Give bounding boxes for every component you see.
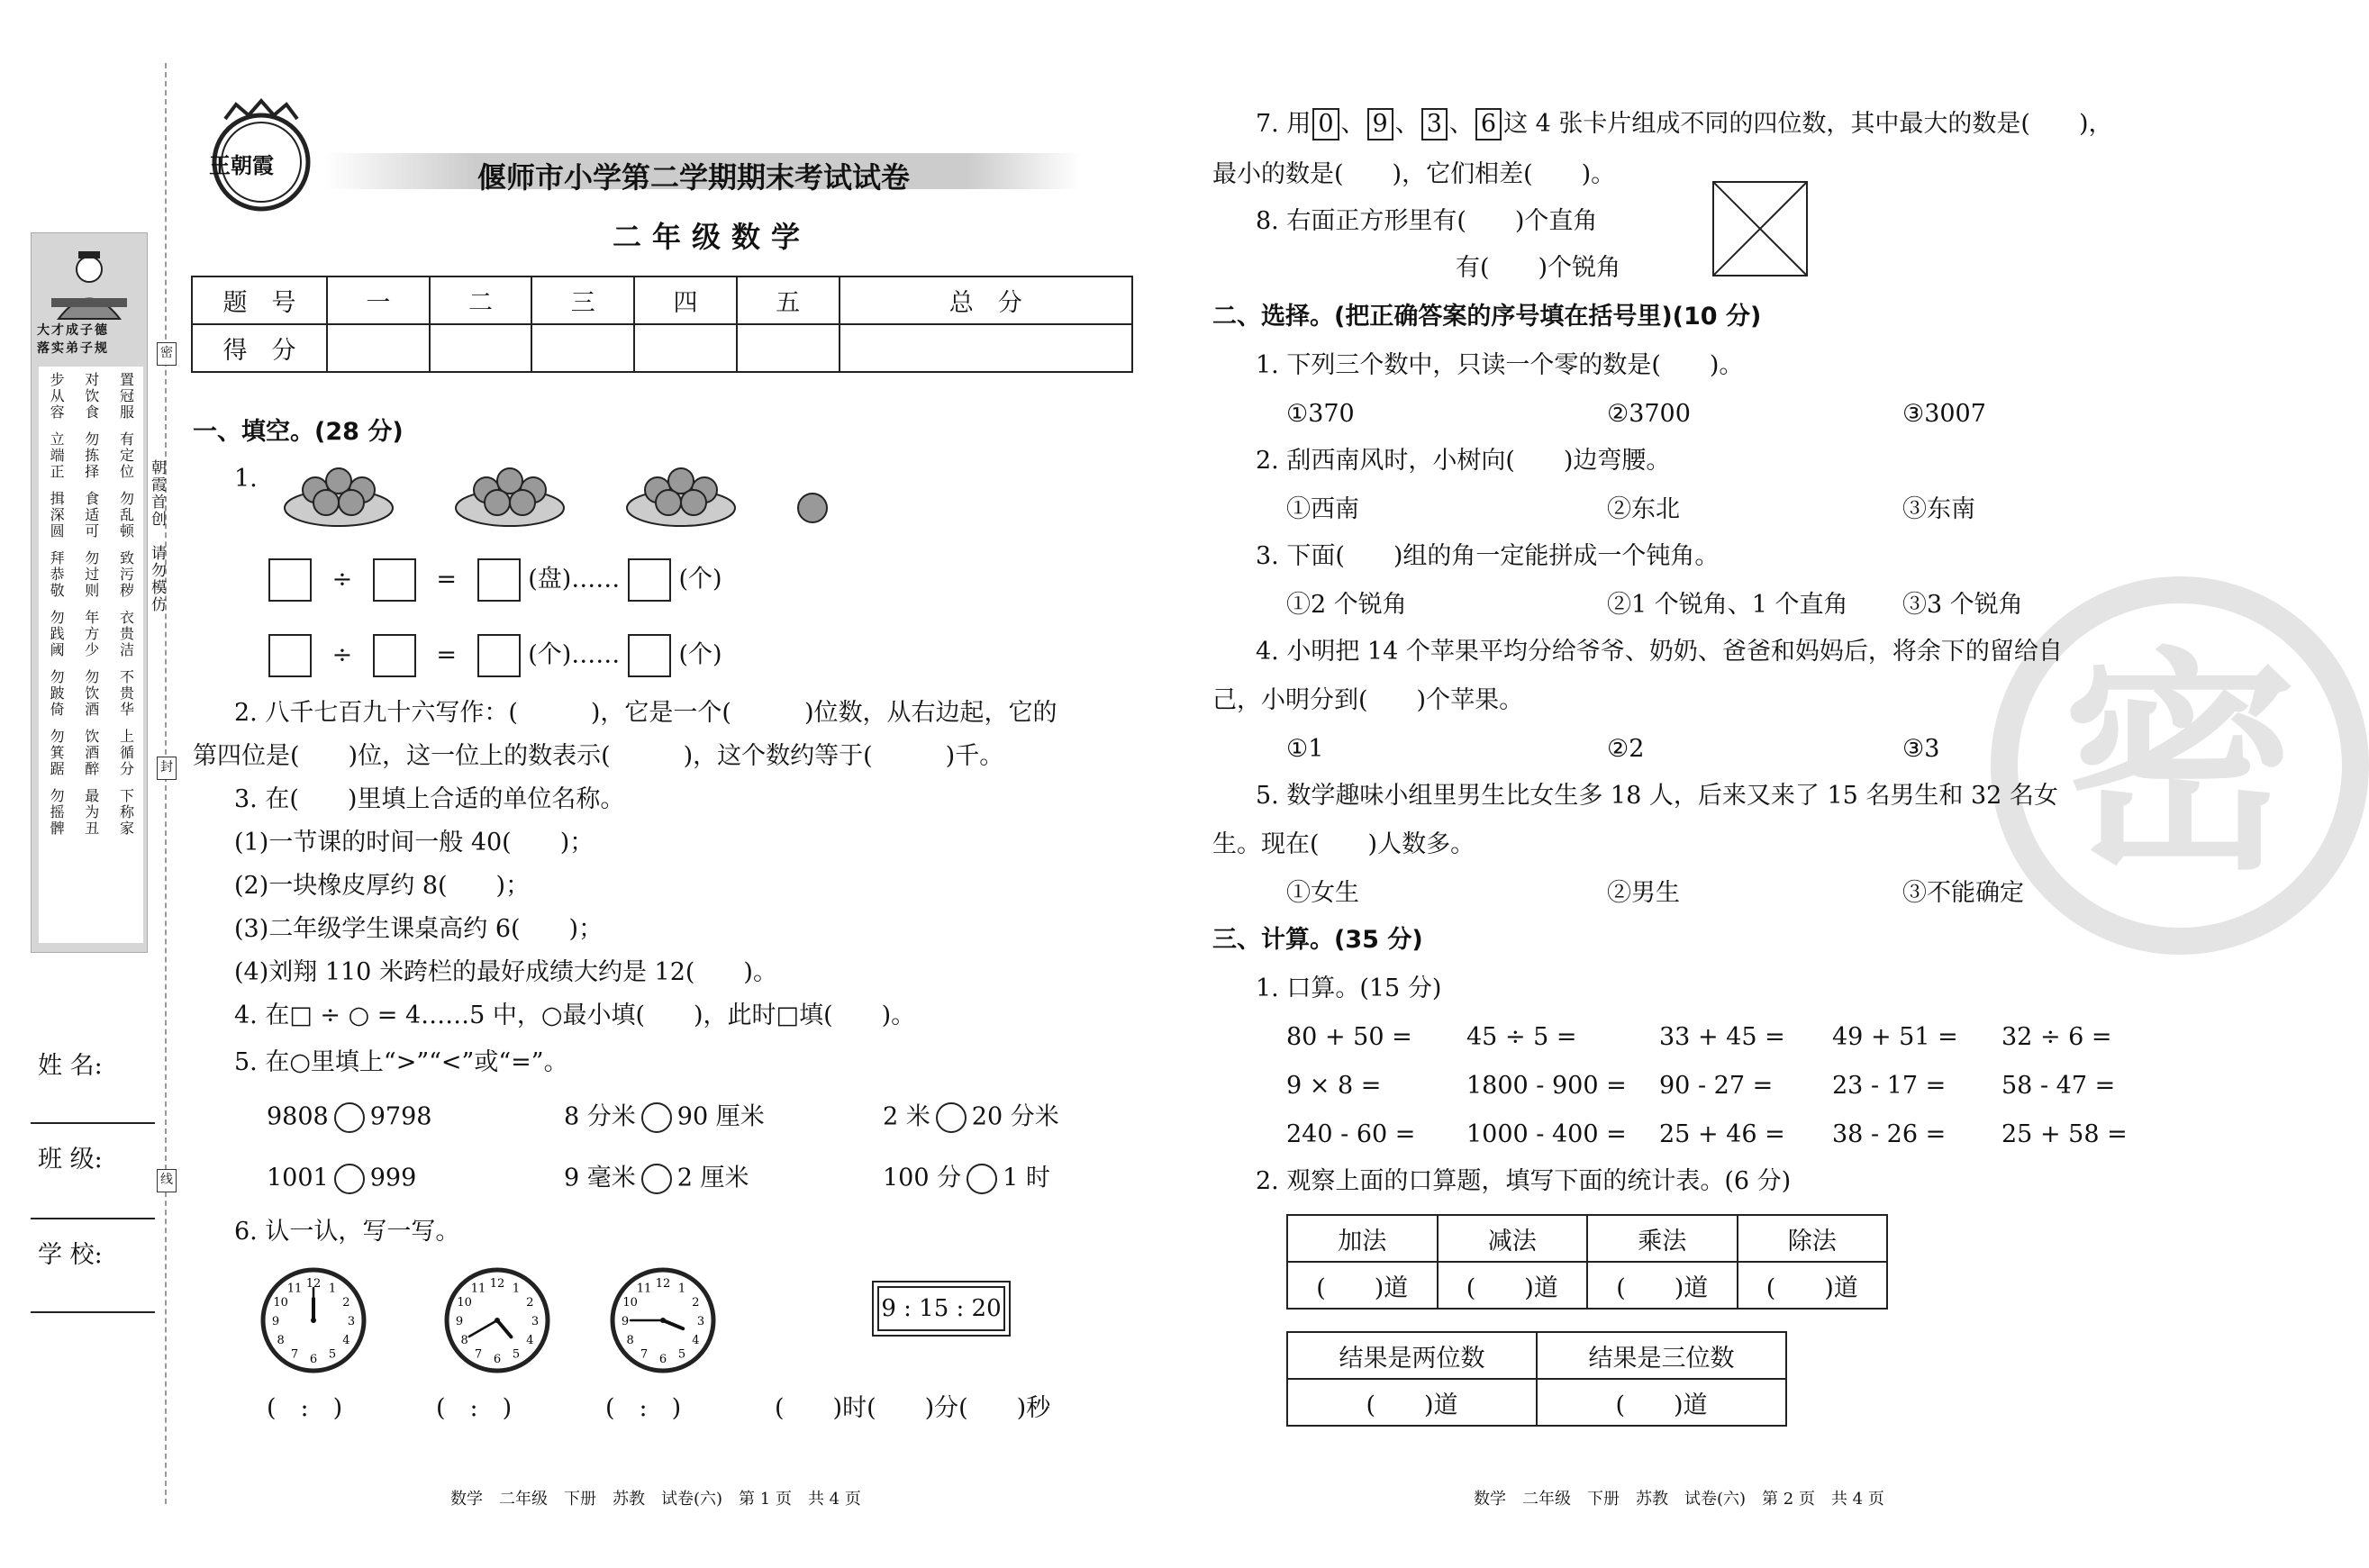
page-title: 偃师市小学第二学期期末考试试卷 xyxy=(477,160,911,195)
calc-item: 240 - 60 = xyxy=(1286,1120,1416,1148)
digital-clock-text: 9 : 15 : 20 xyxy=(877,1286,1005,1331)
apple-icon xyxy=(656,490,681,515)
q3-stem: 3. 在( )里填上合适的单位名称。 xyxy=(234,785,625,813)
sidebar-rule: 下称家 xyxy=(117,788,135,837)
plate-icon xyxy=(627,490,735,526)
compare-item xyxy=(564,1164,749,1194)
score-input[interactable] xyxy=(327,324,430,372)
compare-item xyxy=(267,1102,431,1133)
apple-icon xyxy=(339,490,364,515)
compare-left: 2 米 xyxy=(883,1102,930,1131)
clock-numeral: 3 xyxy=(531,1315,540,1328)
q3-item-1: (1)一节课的时间一般 40( )； xyxy=(234,829,595,857)
sidebar-rule: 年方少 xyxy=(82,610,100,658)
clock-numeral: 2 xyxy=(692,1296,700,1310)
clock-numeral: 7 xyxy=(290,1347,299,1362)
s2q2-stem: 2. 刮西南风时，小树向( )边弯腰。 xyxy=(1256,447,1671,475)
q1-number: 1. xyxy=(234,465,258,493)
sidebar-panel xyxy=(31,232,148,953)
class-label: 班 级: xyxy=(38,1146,103,1174)
clock-numeral: 10 xyxy=(273,1296,288,1310)
score-cell: 三 xyxy=(531,276,634,324)
option[interactable]: ②2 xyxy=(1607,735,1645,763)
s2q3-stem: 3. 下面( )组的角一定能拼成一个钝角。 xyxy=(1256,542,1720,570)
score-table xyxy=(191,276,1133,373)
sidebar-rule: 置冠服 xyxy=(117,372,135,421)
clock-numeral: 5 xyxy=(677,1347,686,1362)
dashed-cut-line xyxy=(165,63,167,1504)
clock-numeral: 8 xyxy=(277,1334,285,1347)
compare-right: 9798 xyxy=(369,1102,432,1131)
score-input[interactable] xyxy=(737,324,840,372)
q7-line-2: 最小的数是( )，它们相差( )。 xyxy=(1212,160,1616,188)
plate-icon xyxy=(285,490,393,526)
unit-text: (个) xyxy=(678,565,722,594)
digital-clock xyxy=(872,1281,1011,1337)
score-cell: 五 xyxy=(737,276,840,324)
calc-item: 45 ÷ 5 = xyxy=(1466,1023,1577,1051)
clock-answer-3[interactable]: ( : ) xyxy=(605,1394,682,1422)
sidebar-rule: 步从容 xyxy=(48,372,66,421)
option[interactable]: ①2 个锐角 xyxy=(1286,591,1407,619)
option[interactable]: ①西南 xyxy=(1286,495,1359,523)
q5-stem: 5. 在○里填上“>”“<”或“=”。 xyxy=(234,1048,568,1076)
sidebar-rule: 致污秽 xyxy=(117,550,135,599)
compare-circle[interactable] xyxy=(641,1164,672,1194)
sidebar-rule: 勿饮酒 xyxy=(82,669,100,718)
clock-numeral: 6 xyxy=(658,1353,667,1366)
clock-face-1 xyxy=(258,1264,369,1376)
section3-heading: 三、计算。(35 分) xyxy=(1212,926,1423,954)
answer-box[interactable] xyxy=(628,558,671,602)
compare-left: 9808 xyxy=(267,1102,329,1131)
clock-numeral: 2 xyxy=(526,1296,534,1310)
sidebar-rule: 食适可 xyxy=(82,491,100,539)
clock-numeral: 4 xyxy=(526,1334,534,1347)
apple-icon xyxy=(313,490,339,515)
option[interactable]: ②1 个锐角、1 个直角 xyxy=(1607,591,1848,619)
compare-right: 1 时 xyxy=(1003,1164,1050,1192)
apple-icon xyxy=(485,490,510,515)
number-card: 9 xyxy=(1367,108,1393,140)
calc-item: 38 - 26 = xyxy=(1832,1120,1947,1148)
compare-left: 1001 xyxy=(267,1164,329,1192)
divide-sign: ÷ xyxy=(331,565,353,594)
scholar-figure-icon xyxy=(32,242,147,323)
s2q5-line-2: 生。现在( )人数多。 xyxy=(1212,830,1475,858)
q7-tail: 这 4 张卡片组成不同的四位数，其中最大的数是( )， xyxy=(1503,110,2113,138)
calc-item: 1000 - 400 = xyxy=(1466,1120,1627,1148)
clock-numeral: 7 xyxy=(640,1347,649,1362)
s2q4-line-1: 4. 小明把 14 个苹果平均分给爷爷、奶奶、爸爸和妈妈后，将余下的留给自 xyxy=(1256,638,2063,666)
q4-text: 4. 在□ ÷ ○ = 4……5 中，○最小填( )，此时□填( )。 xyxy=(234,1002,916,1029)
sidebar-rule: 勿践阈 xyxy=(48,610,66,658)
q7-line-1: 7. 用 0 、 9 、 3 、 6 这 4 张卡片组成不同的四位数，其中最大的数是( )， xyxy=(1256,108,2113,140)
stats-answer-cell[interactable]: ( )道 xyxy=(1537,1379,1786,1426)
option[interactable]: ③东南 xyxy=(1902,495,1975,523)
clock-numeral: 5 xyxy=(512,1347,521,1362)
compare-right: 999 xyxy=(369,1164,417,1192)
s3q1-stem: 1. 口算。(15 分) xyxy=(1256,974,1442,1002)
footer-right: 数学 二年级 下册 苏教 试卷(六) 第 2 页 共 4 页 xyxy=(1474,1490,1884,1509)
section2-heading: 二、选择。(把正确答案的序号填在括号里)(10 分) xyxy=(1212,303,1762,331)
stats-answer-cell[interactable]: ( )道 xyxy=(1738,1262,1888,1309)
stats-table-1 xyxy=(1286,1214,1888,1310)
option[interactable]: ②东北 xyxy=(1607,495,1680,523)
stats-header: 结果是两位数 xyxy=(1287,1332,1537,1379)
compare-circle[interactable] xyxy=(334,1164,365,1194)
answer-box[interactable] xyxy=(373,634,416,677)
clock-numeral: 10 xyxy=(457,1296,472,1310)
clock-numeral: 10 xyxy=(622,1296,638,1310)
sidebar-rule: 勿跛倚 xyxy=(48,669,66,718)
clock-numeral: 11 xyxy=(286,1282,303,1296)
clock-numeral: 9 xyxy=(455,1315,464,1328)
square-diagram xyxy=(1711,180,1809,277)
compare-circle[interactable] xyxy=(641,1102,672,1133)
compare-left: 100 分 xyxy=(883,1164,962,1192)
q1-equation-2 xyxy=(268,634,722,677)
answer-box[interactable] xyxy=(628,634,671,677)
unit-text: (个)…… xyxy=(528,640,621,669)
s3q2-stem: 2. 观察上面的口算题，填写下面的统计表。(6 分) xyxy=(1256,1167,1792,1195)
calc-item: 32 ÷ 6 = xyxy=(2001,1023,2112,1051)
clock-numeral: 7 xyxy=(474,1347,483,1362)
calc-item: 25 + 58 = xyxy=(2001,1120,2128,1148)
clock-answer-4[interactable]: ( )时( )分( )秒 xyxy=(775,1394,1051,1422)
clock-numeral: 12 xyxy=(655,1277,671,1291)
sidebar-rule: 勿乱顿 xyxy=(117,491,135,539)
q2-line-1: 2. 八千七百九十六写作：( )，它是一个( )位数，从右边起，它的 xyxy=(234,699,1057,727)
stats-header: 乘法 xyxy=(1587,1215,1738,1262)
sidebar-rule: 勿过则 xyxy=(82,550,100,599)
score-label: 得 分 xyxy=(192,324,327,372)
sidebar-rule: 勿摇髀 xyxy=(48,788,66,837)
stats-header: 除法 xyxy=(1738,1215,1888,1262)
calc-item: 58 - 47 = xyxy=(2001,1072,2116,1100)
score-cell: 四 xyxy=(634,276,737,324)
clock-numeral: 4 xyxy=(342,1334,350,1347)
section1-heading: 一、填空。(28 分) xyxy=(193,418,404,446)
sidebar-rule: 揖深圆 xyxy=(48,491,66,539)
answer-box[interactable] xyxy=(268,634,312,677)
sidebar-motto-top: 大才成子德 xyxy=(37,323,109,338)
unit-text: (个) xyxy=(678,640,722,669)
q1-equation-1 xyxy=(268,558,722,602)
score-value-row xyxy=(192,324,1132,372)
page-subtitle: 二年级数学 xyxy=(613,220,812,254)
clock-numeral: 9 xyxy=(271,1315,280,1328)
clock-face-2 xyxy=(441,1264,553,1376)
sidebar-rules xyxy=(39,367,143,943)
compare-circle[interactable] xyxy=(967,1164,997,1194)
option[interactable]: ③3 xyxy=(1902,735,1940,763)
clock-numeral: 1 xyxy=(328,1282,337,1296)
clock-answer-1[interactable]: ( : ) xyxy=(267,1394,343,1422)
sidebar-rule: 勿箕踞 xyxy=(48,729,66,777)
clock-numeral: 4 xyxy=(692,1334,700,1347)
name-label: 姓 名: xyxy=(38,1052,103,1080)
answer-box[interactable] xyxy=(477,634,521,677)
score-cell: 一 xyxy=(327,276,430,324)
divide-sign: ÷ xyxy=(331,640,353,669)
compare-item xyxy=(267,1164,416,1194)
number-card: 3 xyxy=(1421,108,1448,140)
clock-numeral: 8 xyxy=(460,1334,468,1347)
option[interactable]: ③不能确定 xyxy=(1902,879,2024,907)
stats-header: 减法 xyxy=(1438,1215,1588,1262)
apple-icon xyxy=(510,490,535,515)
score-input[interactable] xyxy=(840,324,1132,372)
clock-numeral: 6 xyxy=(493,1353,502,1366)
class-line[interactable] xyxy=(31,1218,155,1219)
s2q1-stem: 1. 下列三个数中，只读一个零的数是( )。 xyxy=(1256,351,1744,379)
sidebar-rule: 上循分 xyxy=(117,729,135,777)
option[interactable]: ①1 xyxy=(1286,735,1324,763)
q3-item-4: (4)刘翔 110 米跨栏的最好成绩大约是 12( )。 xyxy=(234,958,777,986)
sidebar-rule: 有定位 xyxy=(117,431,135,480)
seal-mark-1: 密 xyxy=(157,342,177,366)
name-line[interactable] xyxy=(31,1122,155,1124)
school-line[interactable] xyxy=(31,1311,155,1313)
stats-answer-cell[interactable]: ( )道 xyxy=(1287,1262,1438,1309)
q8-line-2: 有( )个锐角 xyxy=(1456,254,1621,282)
option[interactable]: ③3 个锐角 xyxy=(1902,591,2023,619)
option[interactable]: ②男生 xyxy=(1607,879,1680,907)
sidebar-rule: 勿拣择 xyxy=(82,431,100,480)
clock-numeral: 3 xyxy=(696,1315,705,1328)
clock-hub xyxy=(311,1318,316,1323)
clock-numeral: 12 xyxy=(305,1277,322,1291)
score-input[interactable] xyxy=(430,324,532,372)
calc-item: 33 + 45 = xyxy=(1659,1023,1785,1051)
sidebar-rule: 立端正 xyxy=(48,431,66,480)
calc-item: 1800 - 900 = xyxy=(1466,1072,1627,1100)
stats-answer-cell[interactable]: ( )道 xyxy=(1438,1262,1588,1309)
calc-item: 80 + 50 = xyxy=(1286,1023,1412,1051)
clock-hub xyxy=(660,1318,666,1323)
compare-left: 8 分米 xyxy=(564,1102,636,1131)
seal-mark-2: 封 xyxy=(157,757,177,780)
compare-item xyxy=(564,1102,765,1133)
clock-hub xyxy=(495,1318,500,1323)
clock-numeral: 5 xyxy=(328,1347,337,1362)
option[interactable]: ②3700 xyxy=(1607,400,1691,428)
clock-numeral: 11 xyxy=(470,1282,486,1296)
score-cell: 二 xyxy=(430,276,532,324)
clock-numeral: 12 xyxy=(489,1277,505,1291)
sidebar-rule: 拜恭敬 xyxy=(48,550,66,599)
s2q4-line-2: 己，小明分到( )个苹果。 xyxy=(1212,686,1524,714)
sidebar-rule: 衣贵洁 xyxy=(117,610,135,658)
single-apple-icon xyxy=(798,494,827,522)
school-label: 学 校: xyxy=(38,1241,103,1269)
calc-item: 90 - 27 = xyxy=(1659,1072,1774,1100)
clock-numeral: 8 xyxy=(626,1334,634,1347)
score-cell: 题 号 xyxy=(192,276,327,324)
clock-numeral: 3 xyxy=(347,1315,356,1328)
clock-numeral: 11 xyxy=(636,1282,652,1296)
footer-left: 数学 二年级 下册 苏教 试卷(六) 第 1 页 共 4 页 xyxy=(450,1490,861,1509)
sidebar-rule: 不贵华 xyxy=(117,669,135,718)
score-header-row xyxy=(192,276,1132,324)
watermark-seal: 密 xyxy=(1991,576,2369,955)
equals-sign: = xyxy=(436,640,458,669)
score-cell: 总 分 xyxy=(840,276,1132,324)
clock-face-3 xyxy=(607,1264,719,1376)
plate-icon xyxy=(456,490,564,526)
compare-item xyxy=(883,1164,1050,1194)
q3-item-3: (3)二年级学生课桌高约 6( )； xyxy=(234,915,604,943)
clock-numeral: 1 xyxy=(512,1282,521,1296)
q8-line-1: 8. 右面正方形里有( )个直角 xyxy=(1256,207,1598,235)
sidebar-rule: 饮酒醉 xyxy=(82,729,100,777)
calc-item: 9 × 8 = xyxy=(1286,1072,1382,1100)
answer-box[interactable] xyxy=(477,558,521,602)
answer-box[interactable] xyxy=(268,558,312,602)
equals-sign: = xyxy=(436,565,458,594)
sidebar-motto-bottom: 落实弟子规 xyxy=(37,341,109,356)
option[interactable]: ①370 xyxy=(1286,400,1355,428)
compare-right: 90 厘米 xyxy=(676,1102,765,1131)
q2-line-2: 第四位是( )位，这一位上的数表示( )，这个数约等于( )千。 xyxy=(193,742,1004,770)
clock-numeral: 9 xyxy=(621,1315,630,1328)
copyright-note: 朝霞首创 请勿模仿 xyxy=(148,459,166,613)
sidebar-rule: 对饮食 xyxy=(82,372,100,421)
stats-answer-cell[interactable]: ( )道 xyxy=(1287,1379,1537,1426)
q3-item-2: (2)一块橡皮厚约 8( )； xyxy=(234,872,531,900)
seal-mark-3: 线 xyxy=(157,1169,177,1192)
s2q5-line-1: 5. 数学趣味小组里男生比女生多 18 人，后来又来了 15 名男生和 32 名女 xyxy=(1256,782,2058,810)
logo-text: 王朝霞 xyxy=(209,152,274,178)
apple-icon xyxy=(681,490,706,515)
score-input[interactable] xyxy=(634,324,737,372)
calc-item: 49 + 51 = xyxy=(1832,1023,1958,1051)
score-input[interactable] xyxy=(531,324,634,372)
q7-lead: 7. 用 xyxy=(1256,110,1312,138)
option[interactable]: ①女生 xyxy=(1286,879,1359,907)
number-card: 0 xyxy=(1312,108,1339,140)
number-card: 6 xyxy=(1475,108,1502,140)
option[interactable]: ③3007 xyxy=(1902,400,1986,428)
fruit-plates-illustration xyxy=(279,461,928,533)
compare-left: 9 毫米 xyxy=(564,1164,636,1192)
compare-item xyxy=(883,1102,1059,1133)
stats-header: 结果是三位数 xyxy=(1537,1332,1786,1379)
clock-numeral: 2 xyxy=(342,1296,350,1310)
clock-numeral: 6 xyxy=(309,1353,318,1366)
calc-item: 23 - 17 = xyxy=(1832,1072,1947,1100)
stats-header: 加法 xyxy=(1287,1215,1438,1262)
q6-stem: 6. 认一认，写一写。 xyxy=(234,1218,460,1246)
unit-text: (盘)…… xyxy=(528,565,621,594)
calc-item: 25 + 46 = xyxy=(1659,1120,1785,1148)
compare-right: 2 厘米 xyxy=(676,1164,749,1192)
clock-answer-2[interactable]: ( : ) xyxy=(436,1394,513,1422)
compare-circle[interactable] xyxy=(334,1102,365,1133)
compare-circle[interactable] xyxy=(936,1102,967,1133)
clock-numeral: 1 xyxy=(677,1282,686,1296)
answer-box[interactable] xyxy=(373,558,416,602)
compare-right: 20 分米 xyxy=(971,1102,1059,1131)
stats-answer-cell[interactable]: ( )道 xyxy=(1587,1262,1738,1309)
sidebar-rule: 最为丑 xyxy=(82,788,100,837)
stats-table-2 xyxy=(1286,1331,1787,1427)
